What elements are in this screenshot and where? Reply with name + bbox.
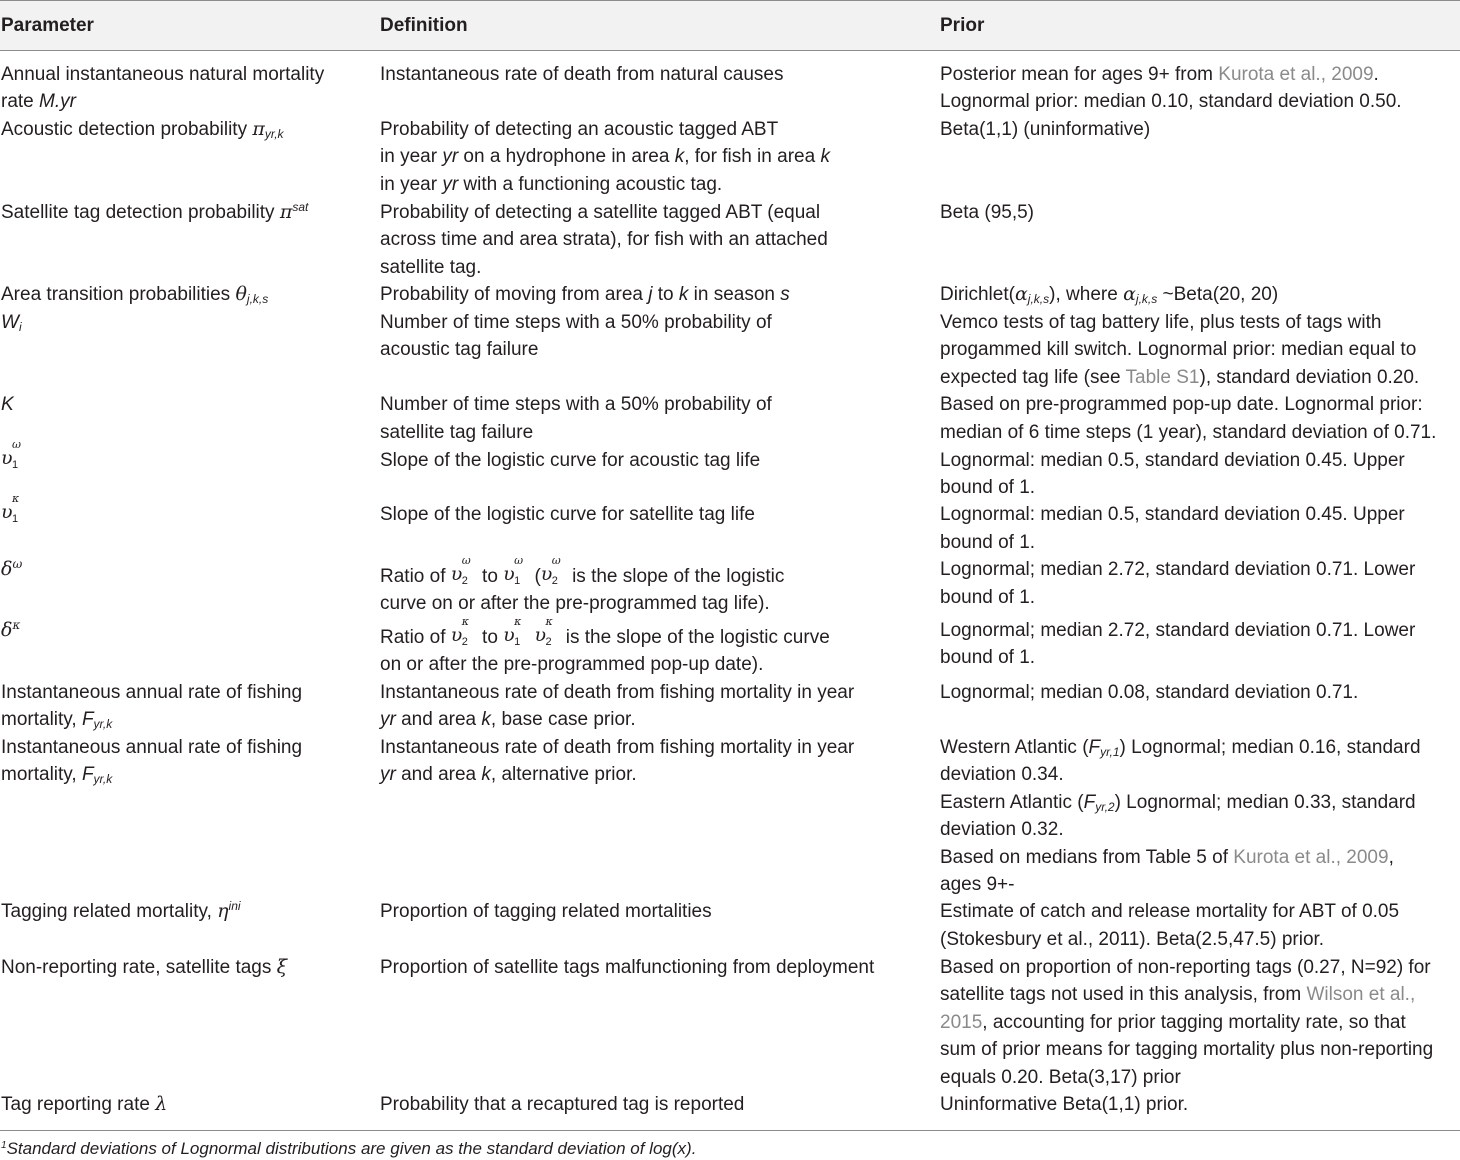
bottom-rule xyxy=(0,1130,1460,1131)
row-fishing-alt-param: Instantaneous annual rate of fishing xyxy=(1,737,303,758)
row-fishing-alt-prior-5: Based on medians from Table 5 of Kurota et al., 2009, xyxy=(940,847,1394,868)
table-header-background xyxy=(0,0,1460,50)
ref-link-wilson-2015[interactable]: Wilson et al., xyxy=(1306,984,1416,1005)
row-tagging-mortality-prior-2: (Stokesbury et al., 2011). Beta(2.5,47.5) prior. xyxy=(940,929,1325,950)
row-acoustic-tag-life-prior: Vemco tests of tag battery life, plus tests of tags with xyxy=(940,312,1382,333)
row-delta-omega-prior-2: bound of 1. xyxy=(940,587,1036,608)
row-natural-mortality-def: Instantaneous rate of death from natural causes xyxy=(380,64,784,85)
row-satellite-slope-param xyxy=(1,492,27,528)
row-non-reporting-prior-4: sum of prior means for tagging mortality plus non-reporting xyxy=(940,1039,1434,1060)
row-delta-kappa-prior-2: bound of 1. xyxy=(940,647,1036,668)
header-definition: Definition xyxy=(380,15,468,36)
row-delta-kappa-param: $\delta^\kappa$ xyxy=(1,618,21,641)
upsilon-1-kappa-symbol: υ κ 1 xyxy=(1,492,20,525)
row-delta-omega-prior: Lognormal; median 2.72, standard deviation 0.71. Lower xyxy=(940,559,1416,580)
row-tag-reporting-def: Probability that a recaptured tag is reported xyxy=(380,1094,745,1115)
row-fishing-alt-prior: Western Atlantic $(F_{yr,1})$ Lognormal; median 0.16, standard xyxy=(940,737,1421,759)
row-acoustic-tag-life-prior-2: progammed kill switch. Lognormal prior: median equal to xyxy=(940,339,1417,360)
ref-link-table-s1[interactable]: Table S1 xyxy=(1125,367,1200,388)
upsilon-1-kappa-symbol: υ κ 1 xyxy=(503,615,522,648)
upsilon-2-omega-symbol: υ ω 2 xyxy=(450,554,471,587)
row-delta-omega-param: $\delta^\omega$ xyxy=(1,557,23,580)
upsilon-2-omega-symbol: υ ω 2 xyxy=(540,554,561,587)
header-rule xyxy=(0,50,1460,51)
row-fishing-base-param-2: mortality, $F_{yr,k}$ xyxy=(1,709,113,731)
row-delta-kappa-prior: Lognormal; median 2.72, standard deviation 0.71. Lower xyxy=(940,620,1416,641)
row-satellite-tag-life-prior-2: median of 6 time steps (1 year), standard deviation of 0.71. xyxy=(940,422,1437,443)
row-acoustic-slope-prior-2: bound of 1. xyxy=(940,477,1036,498)
row-non-reporting-param: Non-reporting rate, satellite tags ξ xyxy=(1,956,288,978)
row-area-transition-param: Area transition probabilities $\theta_{j,k,s}$ xyxy=(1,283,269,306)
row-satellite-tag-life-param: K xyxy=(1,394,14,415)
row-acoustic-tag-life-def: Number of time steps with a 50% probability of xyxy=(380,312,772,333)
row-satellite-detection-def: Probability of detecting a satellite tagged ABT (equal xyxy=(380,202,821,223)
upsilon-1-omega-symbol: υ ω 1 xyxy=(503,554,524,587)
row-acoustic-slope-param xyxy=(1,438,27,474)
row-satellite-detection-def-3: satellite tag. xyxy=(380,257,482,278)
row-non-reporting-prior-3: 2015, accounting for prior tagging mortality rate, so that xyxy=(940,1012,1406,1033)
ref-link-wilson-2015-year[interactable]: 2015 xyxy=(940,1012,983,1033)
row-delta-omega-def: Ratio of υ ω 2 to υ ω 1 ( υ ω 2 is the slope of the logistic xyxy=(380,554,785,587)
row-tagging-mortality-def: Proportion of tagging related mortalities xyxy=(380,901,712,922)
row-fishing-base-def: Instantaneous rate of death from fishing mortality in year xyxy=(380,682,855,703)
upsilon-1-omega-symbol: υ ω 1 xyxy=(1,438,21,471)
row-area-transition-prior: $Dirichlet(\alpha_{j,k,s})$, where $\alpha_{j,k,s}$ ~Beta(20, 20) xyxy=(940,283,1279,306)
row-fishing-alt-prior-2: deviation 0.34. xyxy=(940,764,1064,785)
row-fishing-alt-prior-3: Eastern Atlantic $(F_{yr,2})$ Lognormal; median 0.33, standard xyxy=(940,792,1416,814)
upsilon-2-kappa-symbol: υ κ 2 xyxy=(534,615,553,648)
row-fishing-base-param: Instantaneous annual rate of fishing xyxy=(1,682,303,703)
row-fishing-alt-param-2: mortality, $F_{yr,k}$ xyxy=(1,764,113,786)
row-satellite-slope-def: Slope of the logistic curve for satellite tag life xyxy=(380,504,755,525)
row-acoustic-detection-param: Acoustic detection probability $\pi_{yr,k}$ xyxy=(1,118,284,141)
header-parameter: Parameter xyxy=(1,15,94,36)
row-satellite-detection-def-2: across time and area strata), for fish with an attached xyxy=(380,229,828,250)
row-area-transition-def: Probability of moving from area j to k in season s xyxy=(380,284,790,305)
row-fishing-alt-def: Instantaneous rate of death from fishing mortality in year xyxy=(380,737,855,758)
row-acoustic-detection-def-3: in year yr with a functioning acoustic tag. xyxy=(380,174,723,195)
row-satellite-slope-prior: Lognormal: median 0.5, standard deviation 0.45. Upper xyxy=(940,504,1405,525)
ref-link-kurota-2009[interactable]: Kurota et al., 2009 xyxy=(1218,64,1374,85)
row-fishing-alt-prior-6: ages 9+- xyxy=(940,874,1015,895)
row-acoustic-slope-def: Slope of the logistic curve for acoustic tag life xyxy=(380,450,761,471)
row-non-reporting-prior: Based on proportion of non-reporting tags (0.27, N=92) for xyxy=(940,957,1431,978)
row-acoustic-tag-life-def-2: acoustic tag failure xyxy=(380,339,539,360)
row-fishing-base-def-2: yr and area k, base case prior. xyxy=(380,709,636,730)
row-non-reporting-def: Proportion of satellite tags malfunctioning from deployment xyxy=(380,957,875,978)
row-natural-mortality-prior-2: Lognormal prior: median 0.10, standard deviation 0.50. xyxy=(940,91,1402,112)
row-acoustic-slope-prior: Lognormal: median 0.5, standard deviation 0.45. Upper xyxy=(940,450,1405,471)
row-tag-reporting-prior: Uninformative Beta(1,1) prior. xyxy=(940,1094,1189,1115)
header-prior: Prior xyxy=(940,15,985,36)
ref-link-kurota-2009[interactable]: Kurota et al., 2009 xyxy=(1233,847,1389,868)
row-natural-mortality-param-2: rate M.yr xyxy=(1,91,76,112)
row-delta-kappa-def-2: on or after the pre-programmed pop-up date). xyxy=(380,654,764,675)
upsilon-2-kappa-symbol: υ κ 2 xyxy=(450,615,469,648)
row-satellite-slope-prior-2: bound of 1. xyxy=(940,532,1036,553)
row-fishing-alt-def-2: yr and area k, alternative prior. xyxy=(380,764,637,785)
row-satellite-detection-param: Satellite tag detection probability $\pi^{sat}$ xyxy=(1,200,309,223)
row-delta-omega-def-2: curve on or after the pre-programmed tag life). xyxy=(380,593,770,614)
row-tagging-mortality-param: Tagging related mortality, $\eta^{ini}$ xyxy=(1,899,241,922)
row-satellite-tag-life-def: Number of time steps with a 50% probability of xyxy=(380,394,772,415)
row-non-reporting-prior-5: equals 0.20. Beta(3,17) prior xyxy=(940,1067,1181,1088)
row-satellite-tag-life-prior: Based on pre-programmed pop-up date. Lognormal prior: xyxy=(940,394,1423,415)
row-tagging-mortality-prior: Estimate of catch and release mortality for ABT of 0.05 xyxy=(940,901,1400,922)
row-non-reporting-prior-2: satellite tags not used in this analysis, from Wilson et al., xyxy=(940,984,1416,1005)
row-natural-mortality-param: Annual instantaneous natural mortality xyxy=(1,64,325,85)
row-satellite-tag-life-def-2: satellite tag failure xyxy=(380,422,534,443)
row-tag-reporting-param: Tag reporting rate λ xyxy=(1,1093,168,1115)
row-acoustic-tag-life-param: $W_i$ xyxy=(1,312,22,334)
row-delta-kappa-def: Ratio of υ κ 2 to υ κ 1 υ κ 2 is the slope of the logistic curve xyxy=(380,615,830,648)
table-footnote: $^1$Standard deviations of Lognormal distributions are given as the standard deviation of log(x). xyxy=(1,1139,697,1158)
row-acoustic-detection-def-2: in year yr on a hydrophone in area k, for fish in area k xyxy=(380,146,830,167)
row-acoustic-detection-prior: Beta(1,1) (uninformative) xyxy=(940,119,1151,140)
row-acoustic-tag-life-prior-3: expected tag life (see Table S1), standard deviation 0.20. xyxy=(940,367,1420,388)
row-fishing-alt-prior-4: deviation 0.32. xyxy=(940,819,1064,840)
top-rule xyxy=(0,0,1460,1)
row-natural-mortality-prior: Posterior mean for ages 9+ from Kurota et al., 2009. xyxy=(940,64,1379,85)
row-fishing-base-prior: Lognormal; median 0.08, standard deviation 0.71. xyxy=(940,682,1359,703)
row-acoustic-detection-def: Probability of detecting an acoustic tagged ABT xyxy=(380,119,779,140)
row-satellite-detection-prior: Beta (95,5) xyxy=(940,202,1034,223)
